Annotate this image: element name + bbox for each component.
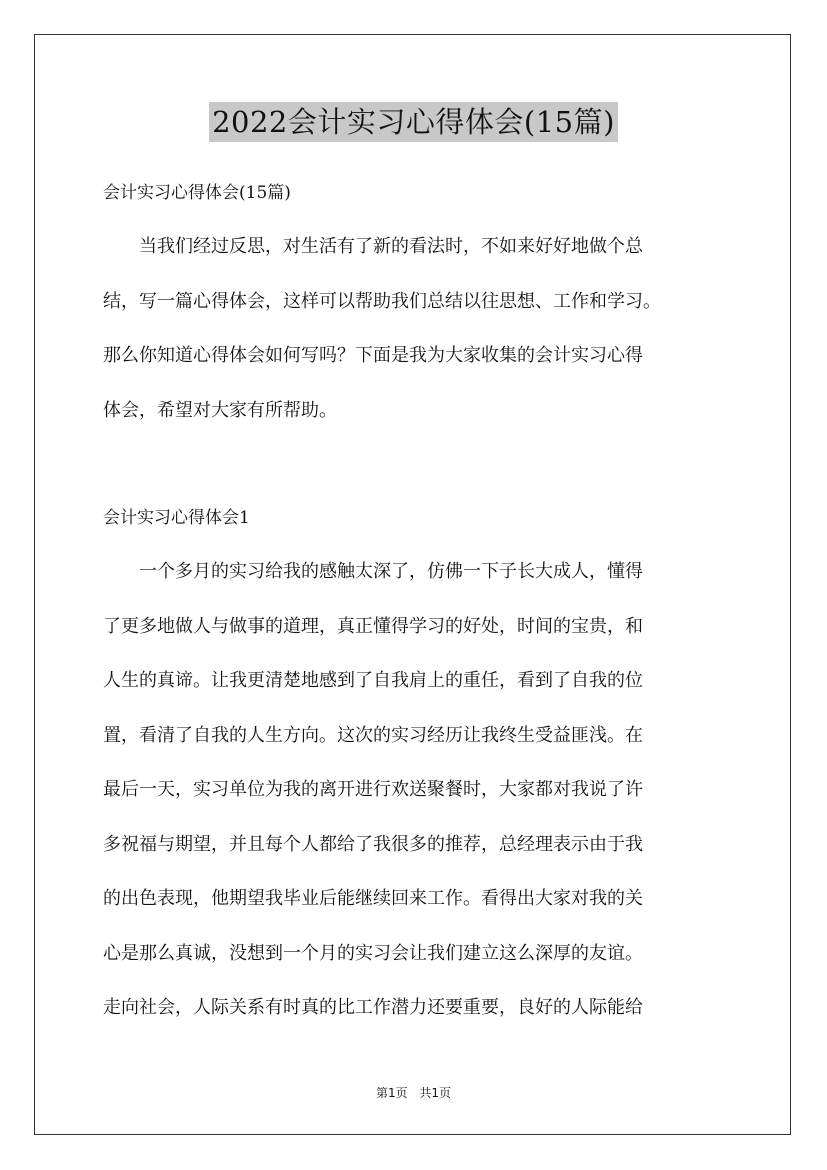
- section-paragraph: [103, 545, 743, 1036]
- intro-paragraph: [103, 220, 743, 438]
- section-heading: 会计实习心得体会1: [103, 508, 250, 528]
- paragraph-line: 的出色表现，他期望我毕业后能继续回来工作。看得出大家对我的关: [103, 888, 643, 909]
- title-container: [0, 102, 827, 142]
- paragraph-line: 人生的真谛。让我更清楚地感到了自我肩上的重任，看到了自我的位: [103, 670, 643, 691]
- paragraph-line: 心是那么真诚，没想到一个月的实习会让我们建立这么深厚的友谊。: [103, 942, 643, 964]
- paragraph-line: 了更多地做人与做事的道理，真正懂得学习的好处，时间的宝贵，和: [103, 615, 643, 637]
- document-title: 2022会计实习心得体会(15篇): [209, 102, 618, 142]
- paragraph-line: 走向社会，人际关系有时真的比工作潜力还要重要，良好的人际能给: [103, 997, 643, 1018]
- page-total: 共1页: [419, 1086, 452, 1100]
- paragraph-line: 最后一天，实习单位为我的离开进行欢送聚餐时，大家都对我说了许: [103, 779, 643, 800]
- paragraph-line: 那么你知道心得体会如何写吗？下面是我为大家收集的会计实习心得: [103, 345, 643, 366]
- paragraph-line: 结，写一篇心得体会，这样可以帮助我们总结以往思想、工作和学习。: [103, 290, 661, 312]
- page-footer: [0, 1085, 827, 1101]
- paragraph-line: 一个多月的实习给我的感触太深了，仿佛一下子长大成人，懂得: [103, 561, 643, 582]
- paragraph-line: 多祝福与期望，并且每个人都给了我很多的推荐，总经理表示由于我: [103, 833, 643, 855]
- document-subtitle: 会计实习心得体会(15篇): [103, 183, 291, 203]
- paragraph-line: 置，看清了自我的人生方向。这次的实习经历让我终生受益匪浅。在: [103, 724, 643, 746]
- paragraph-line: 体会，希望对大家有所帮助。: [103, 399, 337, 421]
- page-number: 第1页: [375, 1086, 408, 1100]
- paragraph-line: 当我们经过反思，对生活有了新的看法时，不如来好好地做个总: [103, 236, 643, 257]
